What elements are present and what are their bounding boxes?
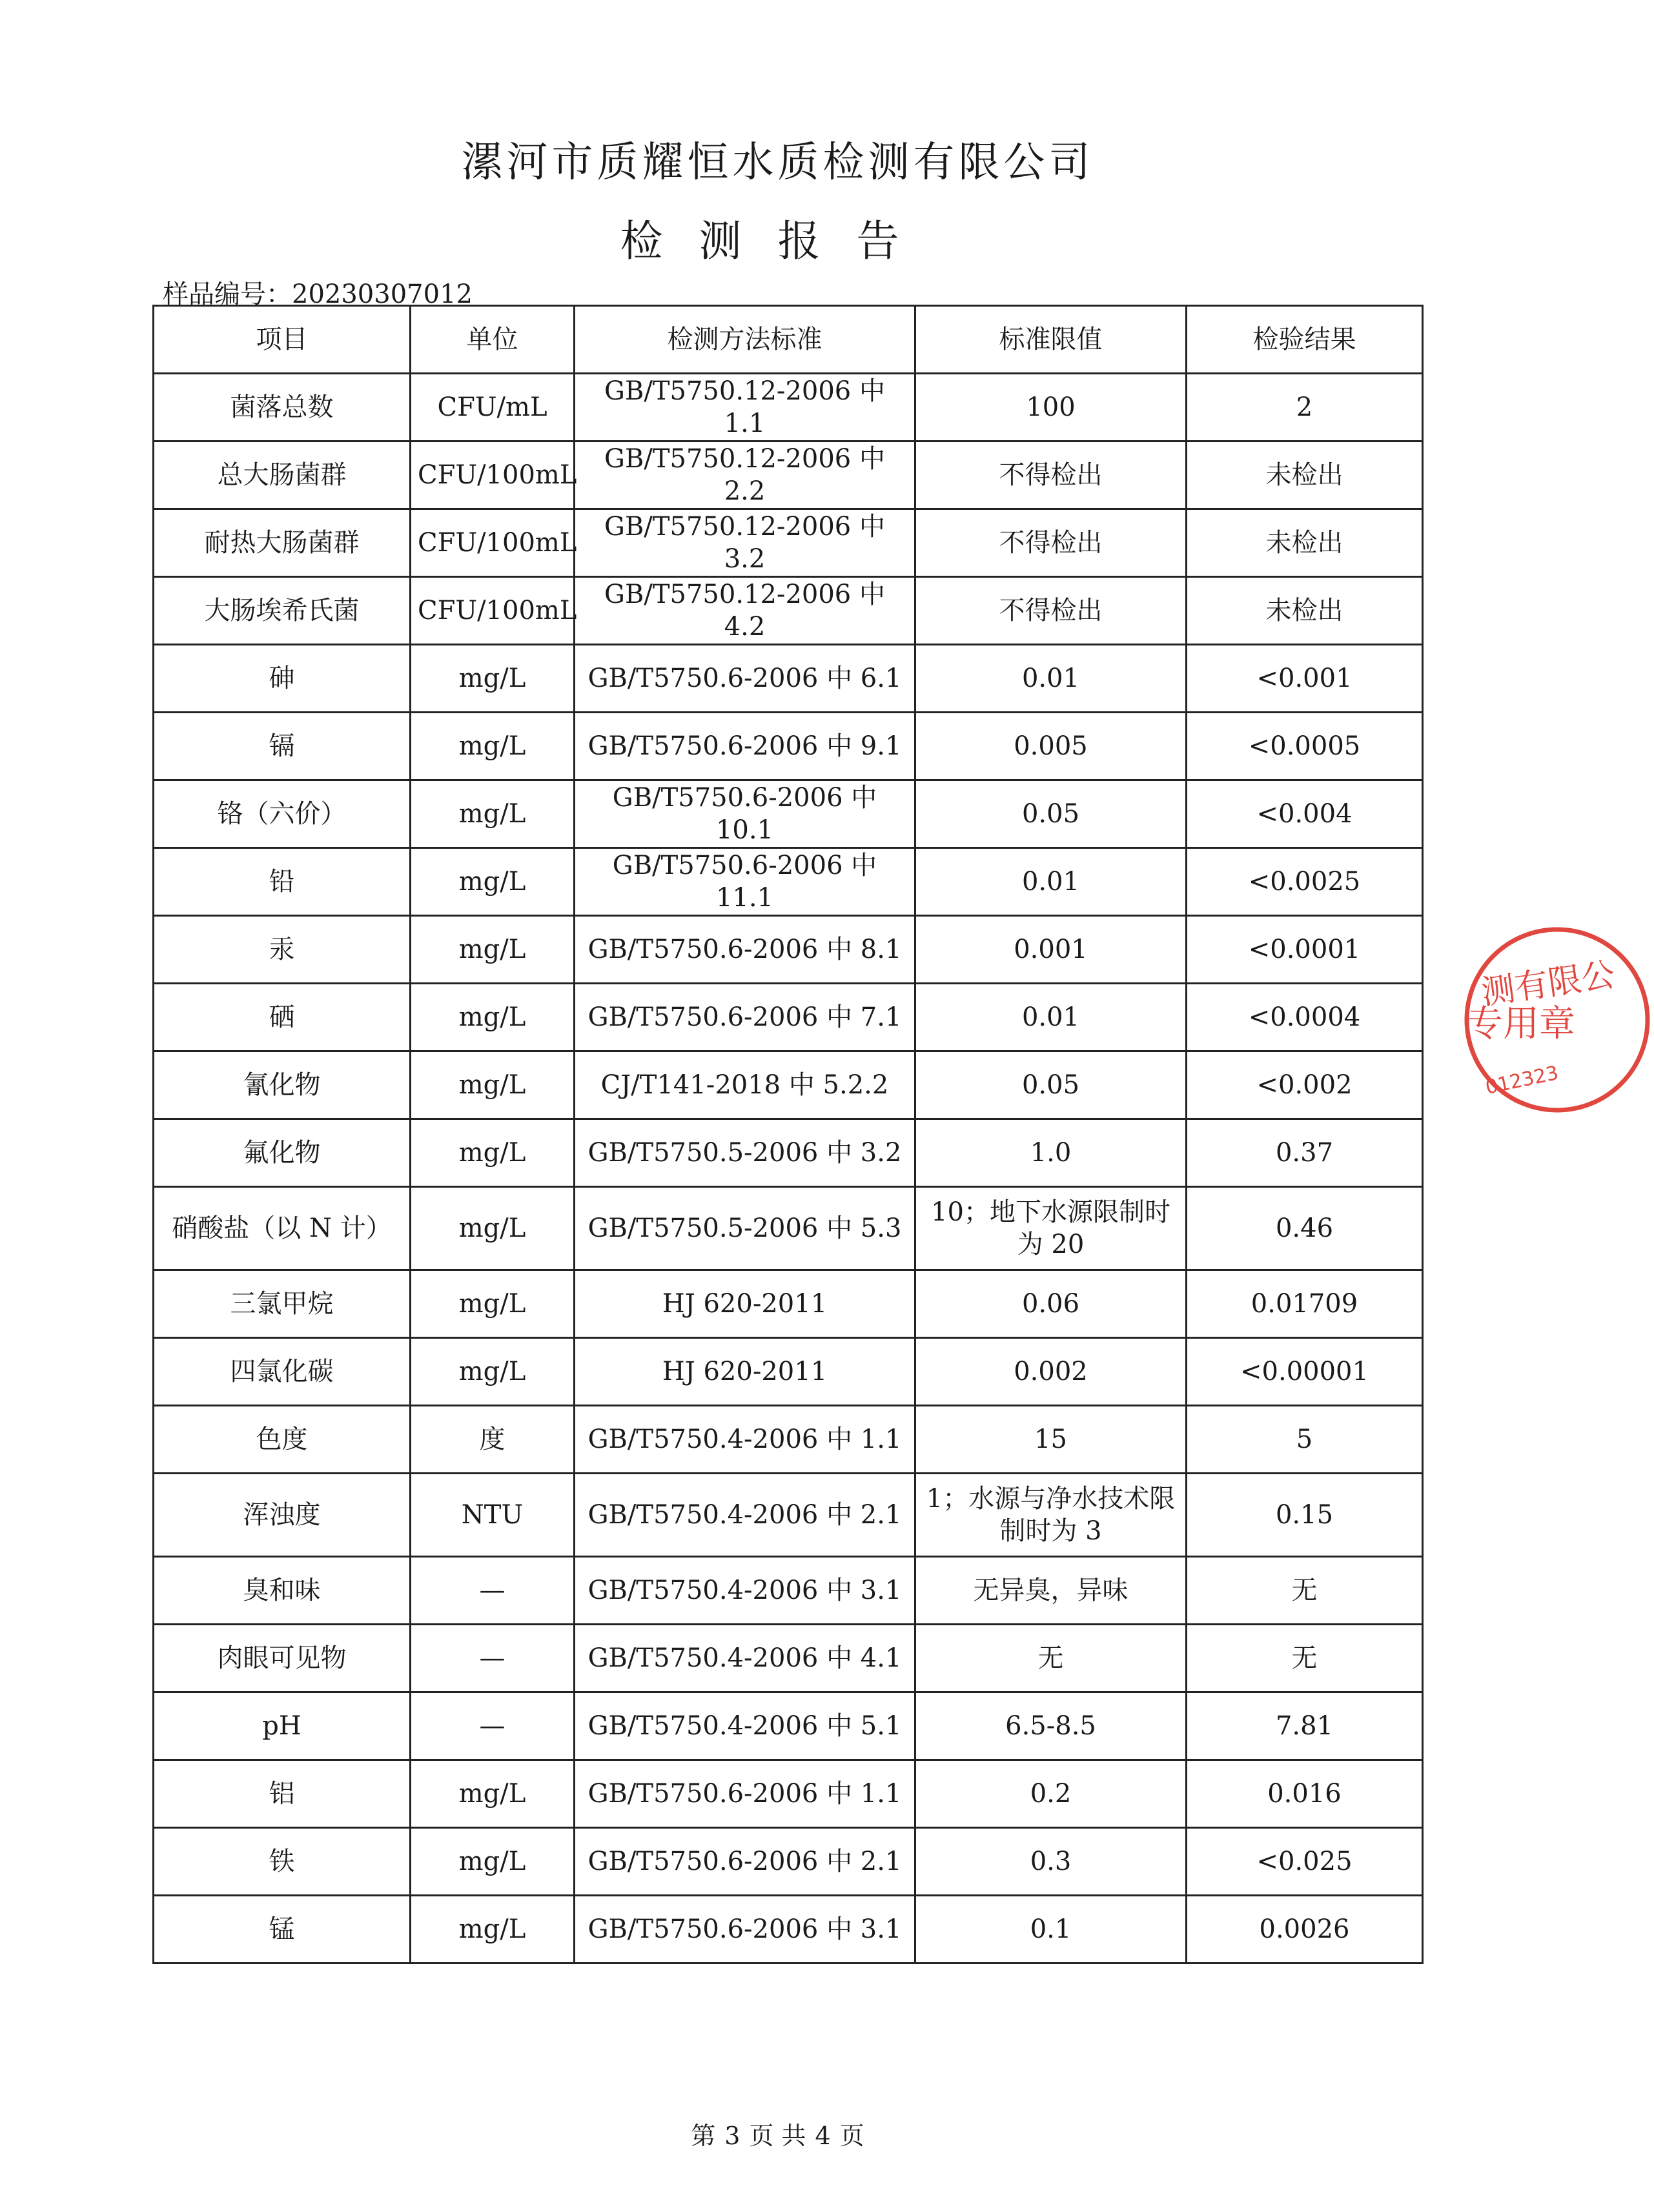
cell-item: 铝 [154, 1760, 411, 1828]
cell-result: <0.004 [1187, 780, 1423, 848]
cell-limit: 0.002 [915, 1338, 1187, 1406]
cell-item: 总大肠菌群 [154, 441, 411, 509]
cell-unit: mg/L [411, 1338, 575, 1406]
cell-item: 硝酸盐（以 N 计） [154, 1187, 411, 1270]
column-header: 标准限值 [915, 306, 1187, 374]
cell-item: pH [154, 1692, 411, 1760]
table-row [154, 848, 1423, 916]
cell-method: GB/T5750.6-2006 中 2.1 [575, 1828, 915, 1896]
table-row [154, 441, 1423, 509]
cell-method: GB/T5750.4-2006 中 4.1 [575, 1625, 915, 1692]
table-row [154, 1557, 1423, 1625]
cell-result: 未检出 [1187, 441, 1423, 509]
sample-value: 20230307012 [292, 279, 473, 309]
table-row [154, 1760, 1423, 1828]
table-row [154, 1896, 1423, 1963]
cell-result: 未检出 [1187, 509, 1423, 577]
cell-item: 四氯化碳 [154, 1338, 411, 1406]
cell-unit: mg/L [411, 984, 575, 1051]
cell-unit: mg/L [411, 1119, 575, 1187]
cell-unit: mg/L [411, 1896, 575, 1963]
table-row [154, 645, 1423, 713]
cell-method: GB/T5750.6-2006 中 10.1 [575, 780, 915, 848]
cell-unit: mg/L [411, 1828, 575, 1896]
cell-item: 汞 [154, 916, 411, 984]
table-row [154, 1051, 1423, 1119]
table-row [154, 1119, 1423, 1187]
cell-limit: 0.01 [915, 645, 1187, 713]
cell-limit: 0.05 [915, 1051, 1187, 1119]
cell-unit: CFU/mL [411, 374, 575, 441]
cell-method: GB/T5750.4-2006 中 1.1 [575, 1406, 915, 1474]
cell-limit: 1.0 [915, 1119, 1187, 1187]
report-title: 检测报告 [620, 216, 935, 266]
cell-item: 氰化物 [154, 1051, 411, 1119]
cell-limit: 0.06 [915, 1270, 1187, 1338]
page-suffix: 页 [839, 2122, 864, 2150]
cell-limit: 0.2 [915, 1760, 1187, 1828]
cell-result: <0.0005 [1187, 713, 1423, 780]
cell-method: GB/T5750.12-2006 中 2.2 [575, 441, 915, 509]
cell-result: 0.016 [1187, 1760, 1423, 1828]
cell-result: <0.002 [1187, 1051, 1423, 1119]
cell-unit: mg/L [411, 780, 575, 848]
cell-item: 肉眼可见物 [154, 1625, 411, 1692]
page-current: 3 [724, 2122, 740, 2150]
cell-limit: 0.001 [915, 916, 1187, 984]
cell-unit: mg/L [411, 1760, 575, 1828]
cell-unit: mg/L [411, 1270, 575, 1338]
cell-item: 浑浊度 [154, 1474, 411, 1557]
cell-method: GB/T5750.12-2006 中 4.2 [575, 577, 915, 645]
cell-result: <0.001 [1187, 645, 1423, 713]
table-row [154, 1406, 1423, 1474]
table-row [154, 374, 1423, 441]
cell-method: GB/T5750.6-2006 中 8.1 [575, 916, 915, 984]
cell-method: GB/T5750.6-2006 中 7.1 [575, 984, 915, 1051]
cell-result: 0.15 [1187, 1474, 1423, 1557]
cell-item: 砷 [154, 645, 411, 713]
cell-unit: CFU/100mL [411, 509, 575, 577]
cell-item: 臭和味 [154, 1557, 411, 1625]
company-seal [1460, 923, 1654, 1117]
cell-result: 2 [1187, 374, 1423, 441]
cell-item: 锰 [154, 1896, 411, 1963]
column-header: 检测方法标准 [575, 306, 915, 374]
cell-unit: mg/L [411, 713, 575, 780]
cell-unit: CFU/100mL [411, 577, 575, 645]
cell-unit: CFU/100mL [411, 441, 575, 509]
table-row [154, 984, 1423, 1051]
company-name: 漯河市质耀恒水质检测有限公司 [461, 139, 1094, 187]
cell-method: HJ 620-2011 [575, 1270, 915, 1338]
cell-method: GB/T5750.6-2006 中 6.1 [575, 645, 915, 713]
cell-limit: 100 [915, 374, 1187, 441]
table-row [154, 1828, 1423, 1896]
table-row [154, 577, 1423, 645]
cell-unit: mg/L [411, 916, 575, 984]
table-row [154, 1270, 1423, 1338]
page-footer [0, 2116, 1555, 2151]
cell-method: GB/T5750.5-2006 中 5.3 [575, 1187, 915, 1270]
seal-text-num: 012323 [1483, 1061, 1561, 1099]
table-row [154, 1474, 1423, 1557]
table-row [154, 1338, 1423, 1406]
cell-unit: mg/L [411, 1051, 575, 1119]
page-prefix: 第 [691, 2122, 716, 2150]
cell-limit: 0.1 [915, 1896, 1187, 1963]
cell-limit: 0.005 [915, 713, 1187, 780]
cell-result: <0.0025 [1187, 848, 1423, 916]
table-row [154, 1625, 1423, 1692]
cell-method: CJ/T141-2018 中 5.2.2 [575, 1051, 915, 1119]
cell-limit: 10；地下水源限制时为 20 [915, 1187, 1187, 1270]
cell-method: GB/T5750.6-2006 中 11.1 [575, 848, 915, 916]
cell-item: 大肠埃希氏菌 [154, 577, 411, 645]
page-middle: 页 共 [749, 2122, 806, 2150]
cell-item: 菌落总数 [154, 374, 411, 441]
cell-limit: 15 [915, 1406, 1187, 1474]
cell-limit: 0.01 [915, 984, 1187, 1051]
cell-unit: 度 [411, 1406, 575, 1474]
cell-limit: 0.01 [915, 848, 1187, 916]
cell-method: GB/T5750.6-2006 中 3.1 [575, 1896, 915, 1963]
cell-item: 色度 [154, 1406, 411, 1474]
cell-unit: NTU [411, 1474, 575, 1557]
sample-label: 样品编号： [163, 279, 292, 309]
cell-unit: — [411, 1625, 575, 1692]
cell-result: <0.0004 [1187, 984, 1423, 1051]
cell-method: GB/T5750.5-2006 中 3.2 [575, 1119, 915, 1187]
cell-result: 0.0026 [1187, 1896, 1423, 1963]
cell-method: HJ 620-2011 [575, 1338, 915, 1406]
cell-unit: — [411, 1692, 575, 1760]
cell-item: 铁 [154, 1828, 411, 1896]
cell-unit: mg/L [411, 1187, 575, 1270]
table-row [154, 780, 1423, 848]
cell-result: 5 [1187, 1406, 1423, 1474]
column-header: 项目 [154, 306, 411, 374]
results-table [152, 305, 1424, 1964]
column-header: 检验结果 [1187, 306, 1423, 374]
cell-result: <0.025 [1187, 1828, 1423, 1896]
cell-limit: 6.5-8.5 [915, 1692, 1187, 1760]
table-row [154, 916, 1423, 984]
cell-item: 镉 [154, 713, 411, 780]
cell-limit: 不得检出 [915, 509, 1187, 577]
cell-method: GB/T5750.4-2006 中 5.1 [575, 1692, 915, 1760]
cell-result: 0.01709 [1187, 1270, 1423, 1338]
column-header: 单位 [411, 306, 575, 374]
cell-result: 7.81 [1187, 1692, 1423, 1760]
cell-method: GB/T5750.12-2006 中 1.1 [575, 374, 915, 441]
cell-limit: 0.3 [915, 1828, 1187, 1896]
seal-text-top: 测有限公 [1478, 955, 1618, 1013]
cell-limit: 不得检出 [915, 577, 1187, 645]
cell-unit: mg/L [411, 848, 575, 916]
cell-method: GB/T5750.4-2006 中 3.1 [575, 1557, 915, 1625]
cell-method: GB/T5750.6-2006 中 1.1 [575, 1760, 915, 1828]
cell-item: 硒 [154, 984, 411, 1051]
cell-unit: mg/L [411, 645, 575, 713]
cell-unit: — [411, 1557, 575, 1625]
cell-item: 耐热大肠菌群 [154, 509, 411, 577]
cell-method: GB/T5750.4-2006 中 2.1 [575, 1474, 915, 1557]
cell-item: 氟化物 [154, 1119, 411, 1187]
cell-result: <0.00001 [1187, 1338, 1423, 1406]
cell-result: 0.46 [1187, 1187, 1423, 1270]
cell-result: 无 [1187, 1557, 1423, 1625]
cell-limit: 1；水源与净水技术限制时为 3 [915, 1474, 1187, 1557]
cell-limit: 不得检出 [915, 441, 1187, 509]
cell-limit: 无异臭，异味 [915, 1557, 1187, 1625]
cell-result: 无 [1187, 1625, 1423, 1692]
cell-result: 未检出 [1187, 577, 1423, 645]
cell-result: <0.0001 [1187, 916, 1423, 984]
cell-item: 铬（六价） [154, 780, 411, 848]
cell-limit: 无 [915, 1625, 1187, 1692]
table-row [154, 509, 1423, 577]
cell-limit: 0.05 [915, 780, 1187, 848]
cell-item: 三氯甲烷 [154, 1270, 411, 1338]
cell-item: 铅 [154, 848, 411, 916]
table-header-row [154, 306, 1423, 374]
cell-method: GB/T5750.6-2006 中 9.1 [575, 713, 915, 780]
cell-result: 0.37 [1187, 1119, 1423, 1187]
table-row [154, 1692, 1423, 1760]
cell-method: GB/T5750.12-2006 中 3.2 [575, 509, 915, 577]
page-total: 4 [815, 2122, 831, 2150]
table-row [154, 1187, 1423, 1270]
seal-text-mid: 专用章 [1467, 1003, 1575, 1045]
table-row [154, 713, 1423, 780]
